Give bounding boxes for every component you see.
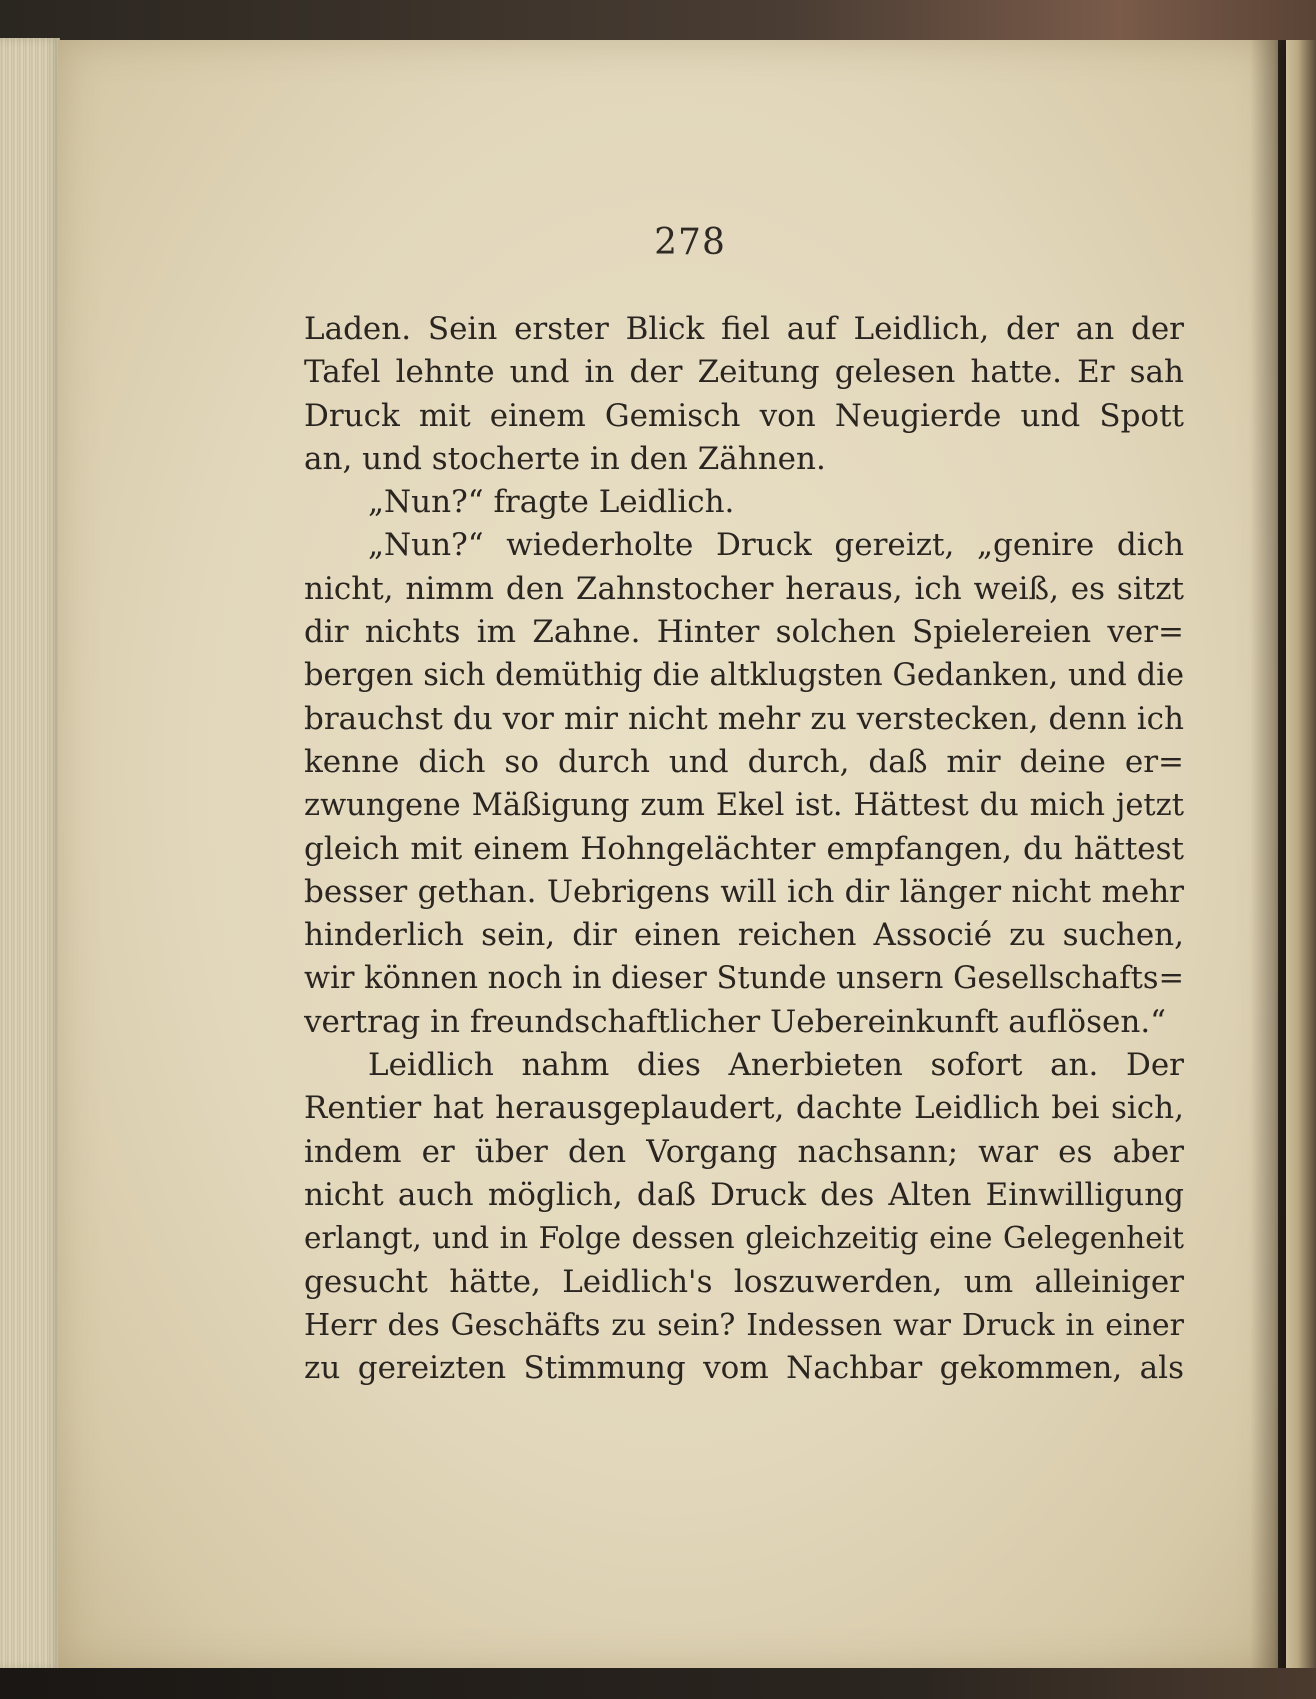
text-line: Rentier hat herausgeplaudert, dachte Leidlich bei sich,	[304, 1090, 1184, 1127]
text-line: brauchst du vor mir nicht mehr zu verstecken, denn ich	[304, 700, 1184, 737]
text-line: dir nichts im Zahne. Hinter solchen Spielereien ver=	[304, 614, 1184, 651]
binding-top-edge	[0, 0, 1316, 40]
text-line: hinderlich sein, dir einen reichen Associé zu suchen,	[304, 917, 1184, 954]
text-line: Druck mit einem Gemisch von Neugierde und Spott	[304, 397, 1184, 434]
text-line: nicht auch möglich, daß Druck des Alten Einwilligung	[304, 1176, 1184, 1213]
text-line: nicht, nimm den Zahnstocher heraus, ich weiß, es sitzt	[304, 570, 1184, 607]
text-line: gleich mit einem Hohngelächter empfangen, du hättest	[304, 830, 1184, 867]
text-line: indem er über den Vorgang nachsann; war es aber	[304, 1133, 1184, 1170]
page-number: 278	[654, 222, 726, 263]
text-line: Leidlich nahm dies Anerbieten sofort an. Der	[368, 1047, 1184, 1084]
text-line: Laden. Sein erster Blick fiel auf Leidlich, der an der	[304, 311, 1184, 347]
text-line: besser gethan. Uebrigens will ich dir länger nicht mehr	[304, 873, 1184, 910]
book-cover-edge	[1286, 40, 1316, 1670]
text-line: kenne dich so durch und durch, daß mir deine er=	[304, 743, 1184, 780]
binding-bottom-edge	[0, 1668, 1316, 1699]
text-line: bergen sich demüthig die altklugsten Gedanken, und die	[304, 658, 1184, 694]
text-line: erlangt, und in Folge dessen gleichzeitig eine Gelegenheit	[304, 1221, 1184, 1256]
text-line: an, und stocherte in den Zähnen.	[304, 440, 826, 477]
text-line: vertrag in freundschaftlicher Uebereinkunft auflösen.“	[304, 1003, 1167, 1040]
text-line: Herr des Geschäfts zu sein? Indessen war Druck in einer	[304, 1307, 1184, 1343]
text-line: zwungene Mäßigung zum Ekel ist. Hättest du mich jetzt	[304, 788, 1184, 824]
text-line: zu gereizten Stimmung vom Nachbar gekommen, als	[304, 1350, 1184, 1387]
text-line: Tafel lehnte und in der Zeitung gelesen hatte. Er sah	[304, 354, 1184, 391]
spine-shadow	[1250, 40, 1290, 1670]
body-text	[304, 308, 1184, 1390]
text-line: gesucht hätte, Leidlich's loszuwerden, um alleiniger	[304, 1263, 1184, 1300]
text-line: „Nun?“ wiederholte Druck gereizt, „genire dich	[368, 527, 1184, 564]
page-stack-edges	[0, 38, 60, 1670]
text-line: wir können noch in dieser Stunde unsern Gesellschafts=	[304, 961, 1184, 997]
text-line: „Nun?“ fragte Leidlich.	[368, 484, 735, 521]
